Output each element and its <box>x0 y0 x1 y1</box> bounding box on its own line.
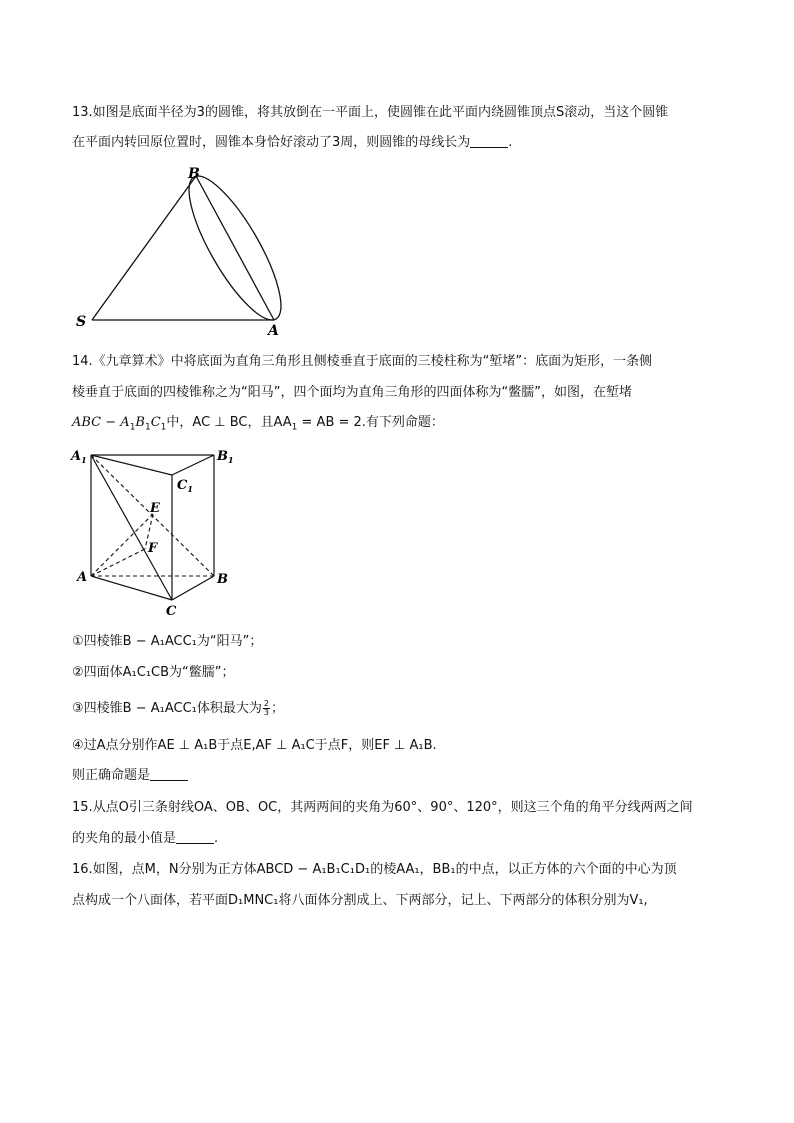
fraction: $\frac{2}{3}$ <box>263 699 269 717</box>
q16-line1: 16.如图，点M，N分别为正方体ABCD − A₁B₁C₁D₁的棱AA₁，BB₁的中点，以正方体的六个面的中心为顶 <box>72 862 677 877</box>
label-A1: $A_1$ <box>71 449 87 465</box>
prism-figure <box>64 442 254 620</box>
q14-line3-e: = AB = 2.有下列命题： <box>297 415 444 430</box>
q14-item3 <box>72 700 284 718</box>
label-C1: $C_1$ <box>177 478 193 494</box>
q13-line2-text: 在平面内转回原位置时，圆锥本身恰好滚动了3周，则圆锥的母线长为 <box>72 135 471 150</box>
q14-line3-d: 中，AC ⊥ BC，且AA <box>166 415 292 430</box>
q14-answer <box>72 767 188 785</box>
q14-item2: ②四面体A₁C₁CB为“鳖臑”； <box>72 665 235 680</box>
q14-item3-end: ； <box>270 701 284 716</box>
q14-item1: ①四棱锥B − A₁ACC₁为“阳马”； <box>72 634 263 649</box>
q15-line2-end: . <box>214 831 219 846</box>
label-C: C <box>166 604 177 619</box>
cone-edge-sb <box>92 176 196 320</box>
q15-line1: 15.从点O引三条射线OA、OB、OC，其两两间的夹角为60°、90°、120°，则这三个角的角平分线两两之间 <box>72 800 693 815</box>
q14-line1: 14.《九章算术》中将底面为直角三角形且侧棱垂直于底面的三棱柱称为“堑堵”：底面为矩形，一条侧 <box>72 354 653 369</box>
q13-line2 <box>72 134 512 152</box>
q13-line1: 13.如图是底面半径为3的圆锥，将其放倒在一平面上，使圆锥在此平面内绕圆锥顶点S滚动，当这个圆锥 <box>72 105 669 120</box>
answer-blank <box>176 831 214 844</box>
cone-figure <box>70 160 300 340</box>
answer-blank <box>470 135 508 148</box>
q14-line3-b: B <box>135 415 145 430</box>
q15-line2-text: 的夹角的最小值是 <box>72 831 177 846</box>
label-S: S <box>76 314 87 330</box>
q13-line2-end: . <box>508 135 513 150</box>
q16-line2: 点构成一个八面体，若平面D₁MNC₁将八面体分割成上、下两部分，记上、下两部分的体积分别为V₁, <box>72 893 648 908</box>
q14-line3-a: ABC − A <box>72 415 130 430</box>
q14-item4: ④过A点分别作AE ⊥ A₁B于点E,AF ⊥ A₁C于点F，则EF ⊥ A₁B. <box>72 738 437 753</box>
q14-line3-c: C <box>150 415 161 430</box>
q15-line2 <box>72 830 218 848</box>
q14-line2: 棱垂直于底面的四棱锥称之为“阳马”，四个面均为直角三角形的四面体称为“鳖臑”，如图，在堑堵 <box>72 385 632 400</box>
q14-line3: ABC − $A_1B_1C_1$中，AC ⊥ BC，且$AA_1$ = AB = 2.有下列命题： <box>72 415 444 433</box>
label-B1: $B_1$ <box>217 449 234 465</box>
answer-blank <box>150 768 188 781</box>
label-E: E <box>150 501 160 516</box>
label-B: B <box>188 166 200 182</box>
label-A: A <box>268 323 279 339</box>
label-A: A <box>77 570 88 585</box>
label-B: B <box>217 572 228 587</box>
q14-answer-text: 则正确命题是 <box>72 768 151 783</box>
q14-item3-text: ③四棱锥B − A₁ACC₁体积最大为 <box>72 701 262 716</box>
label-F: F <box>148 541 158 556</box>
